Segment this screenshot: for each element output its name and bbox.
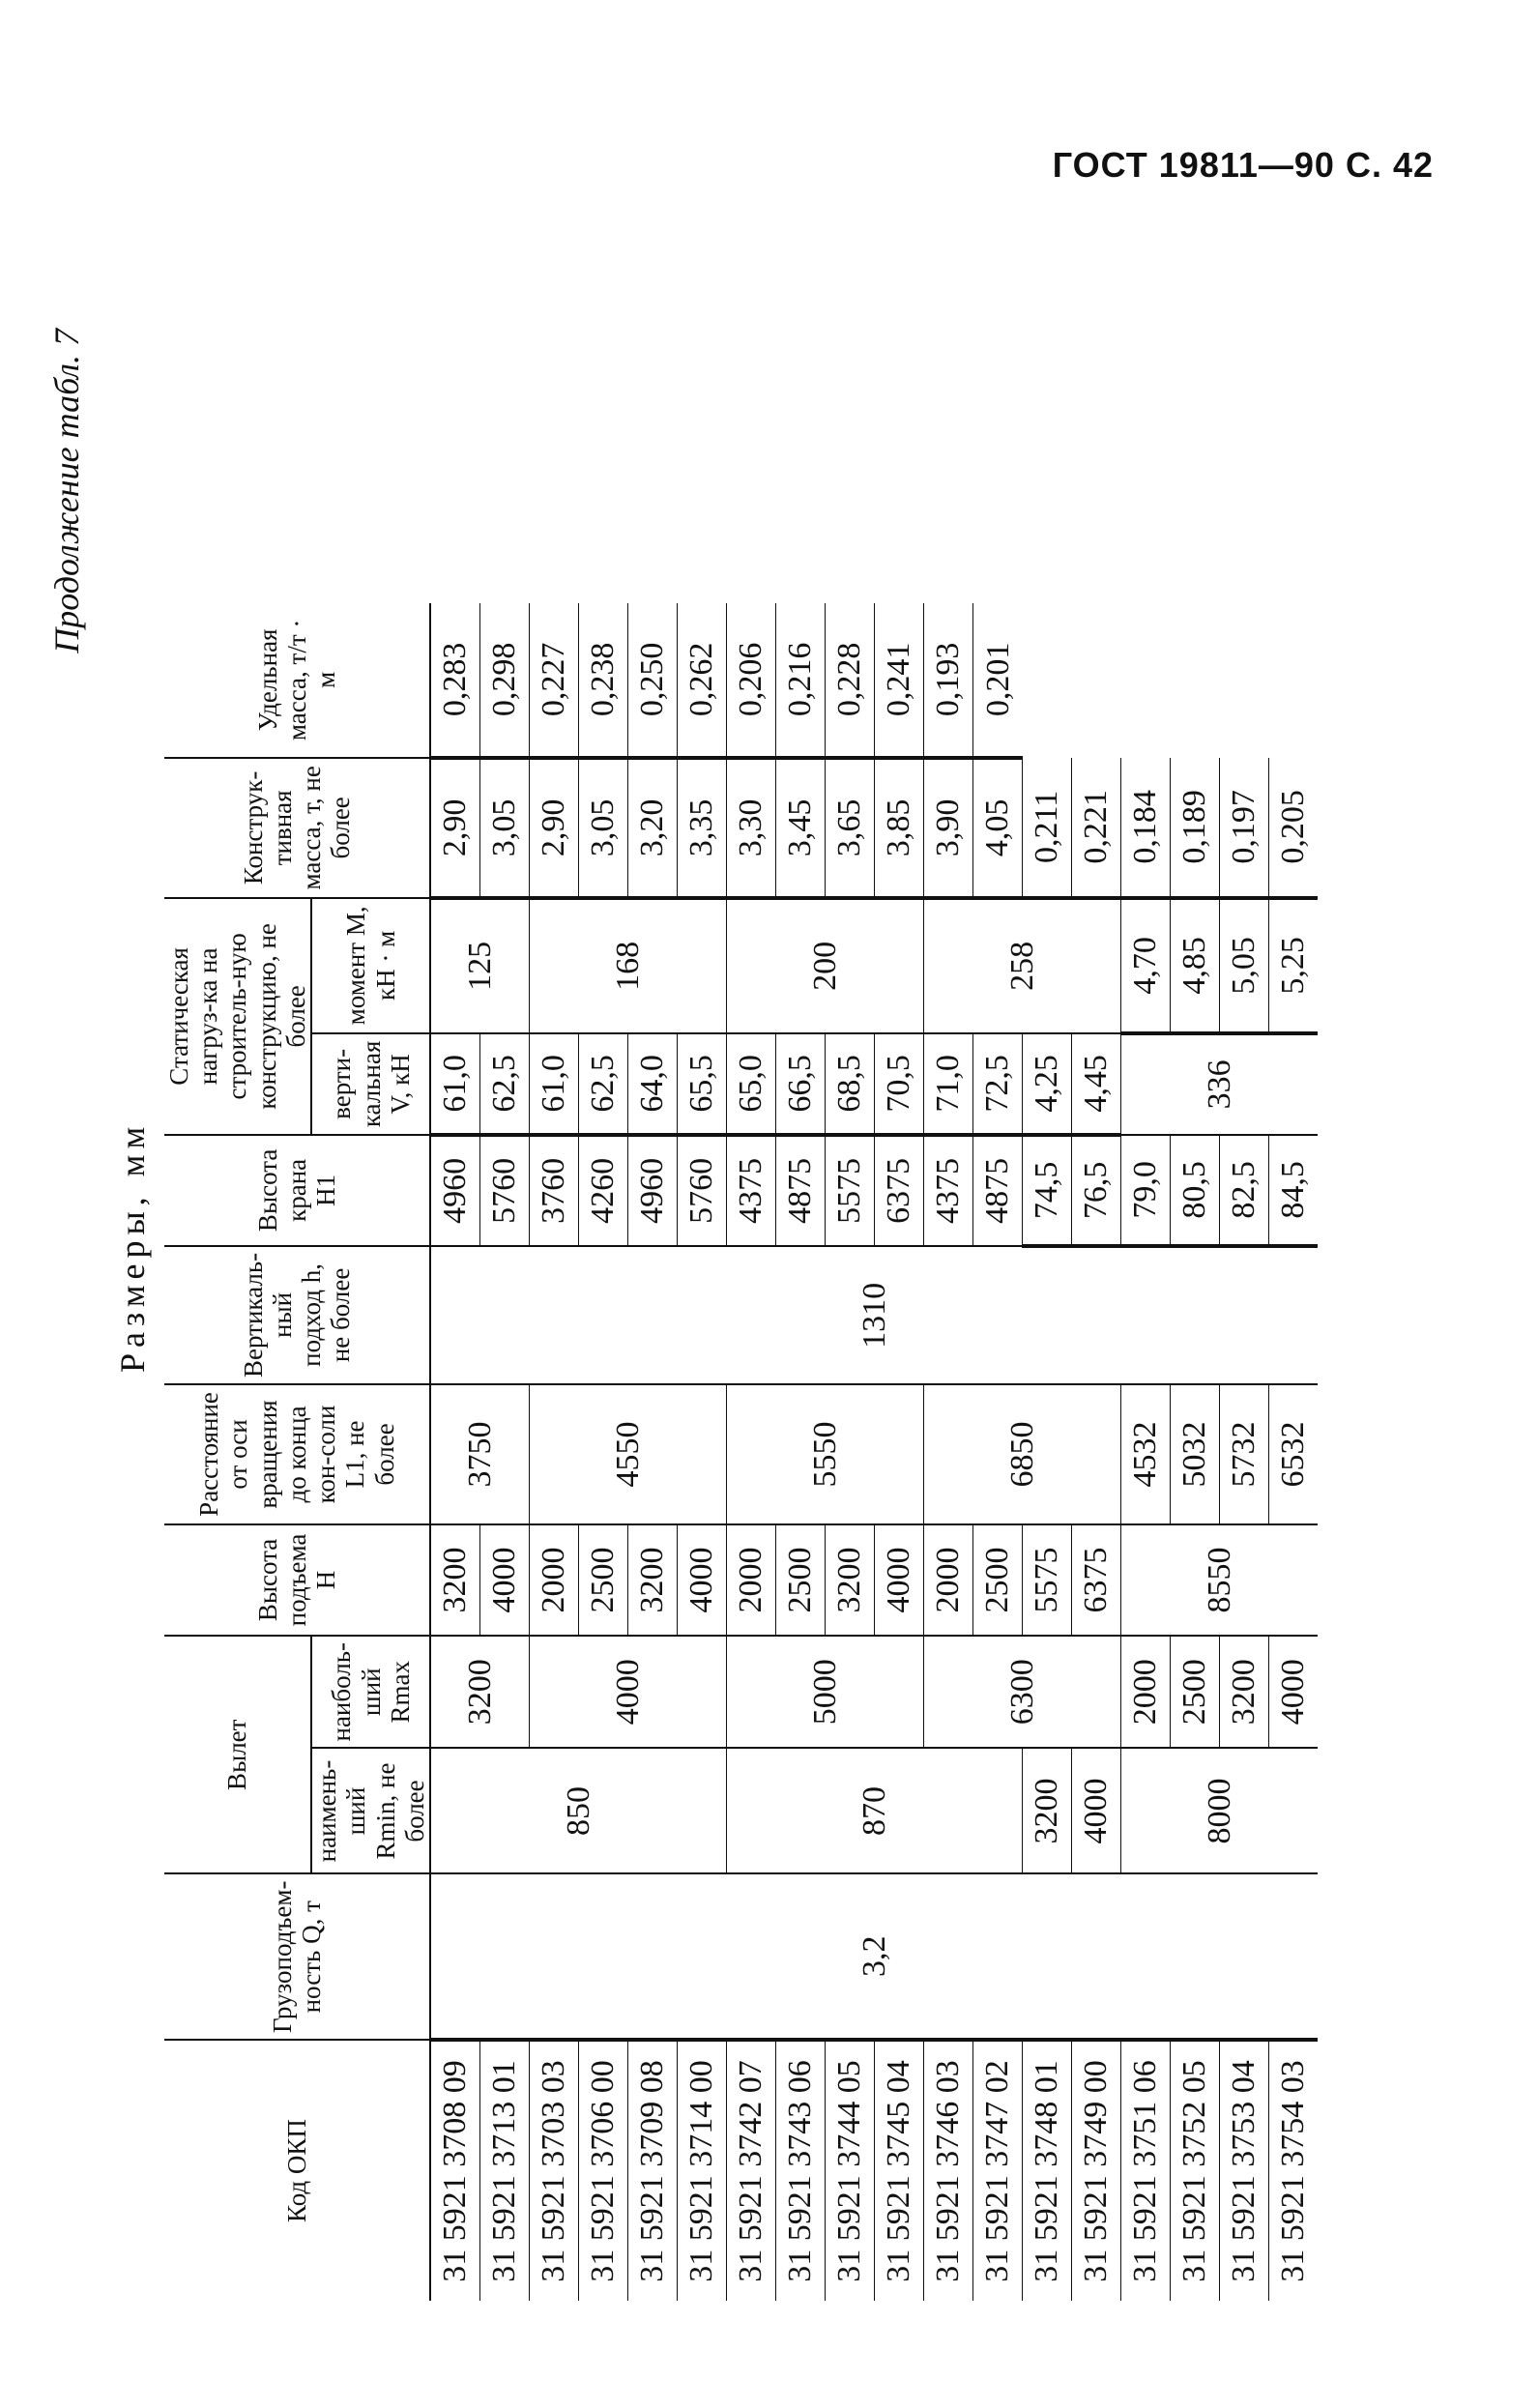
lift-height-value: 2000 (1121, 1636, 1171, 1749)
lift-height-value: 2500 (973, 1524, 1023, 1636)
unit-mass-value: 0,206 (727, 603, 776, 758)
sizes-caption: Размеры, мм (113, 1120, 152, 1373)
mass-value: 3,30 (727, 758, 776, 898)
okp-code: 31 5921 3743 06 (776, 2040, 826, 2301)
vertical-load-value: 64,0 (628, 1033, 678, 1135)
okp-code: 31 5921 3753 04 (1220, 2040, 1269, 2301)
rmax-value: 8000 (1121, 1749, 1319, 1874)
okp-code: 31 5921 3745 04 (875, 2040, 924, 2301)
header-rmax: наиболь-ший Rmax (311, 1636, 430, 1749)
table-row (924, 603, 973, 2301)
unit-mass-value: 0,228 (826, 603, 875, 758)
table-body (430, 603, 1318, 2301)
crane-parameters-table (164, 603, 1318, 2301)
vertical-load-value: 61,0 (530, 1033, 579, 1135)
okp-code: 31 5921 3748 01 (1023, 2040, 1072, 2301)
vertical-load-value: 79,0 (1121, 1135, 1171, 1246)
okp-code: 31 5921 3749 00 (1072, 2040, 1121, 2301)
rmax-value: 6300 (924, 1636, 1121, 1749)
mass-value: 4,45 (1072, 1033, 1121, 1135)
crane-height-value: 5760 (678, 1135, 727, 1246)
unit-mass-value: 0,216 (776, 603, 826, 758)
mass-value: 4,05 (973, 758, 1023, 898)
lift-height-value: 3200 (430, 1524, 480, 1636)
vertical-load-value: 74,5 (1023, 1135, 1072, 1246)
crane-height-value: 5760 (480, 1135, 530, 1246)
rmin-value: 870 (727, 1749, 1023, 1874)
crane-height-value: 4375 (727, 1135, 776, 1246)
page-header: ГОСТ 19811—90 С. 42 (1052, 145, 1434, 185)
vertical-load-value: 84,5 (1269, 1135, 1319, 1246)
header-vertical-load: верти-кальная V, кН (311, 1033, 430, 1135)
okp-code: 31 5921 3751 06 (1121, 2040, 1171, 2301)
vertical-load-value: 65,0 (727, 1033, 776, 1135)
unit-mass-value: 0,241 (875, 603, 924, 758)
lift-height-value: 3200 (628, 1524, 678, 1636)
table-row (430, 603, 480, 2301)
header-code: Код ОКП (164, 2040, 430, 2301)
mass-value: 3,35 (678, 758, 727, 898)
vertical-load-value: 61,0 (430, 1033, 480, 1135)
crane-height-value: 4532 (1121, 1384, 1171, 1524)
mass-value: 4,25 (1023, 1033, 1072, 1135)
lift-height-value: 2000 (924, 1524, 973, 1636)
crane-height-value: 4875 (776, 1135, 826, 1246)
unit-mass-value: 0,238 (579, 603, 628, 758)
header-crane-height: Высота крана H1 (164, 1135, 430, 1246)
unit-mass-value: 0,250 (628, 603, 678, 758)
crane-height-value: 4875 (973, 1135, 1023, 1246)
table-row (1269, 603, 1319, 2301)
vertical-load-value: 80,5 (1171, 1135, 1220, 1246)
okp-code: 31 5921 3709 08 (628, 2040, 678, 2301)
mass-value: 2,90 (530, 758, 579, 898)
capacity-value: 3,2 (430, 1874, 1318, 2041)
unit-mass-value: 0,262 (678, 603, 727, 758)
crane-height-value: 4375 (924, 1135, 973, 1246)
rmin-value: 850 (430, 1749, 727, 1874)
lift-height-value: 2500 (1171, 1636, 1220, 1749)
unit-mass-value: 0,197 (1220, 758, 1269, 898)
moment-value: 200 (727, 898, 924, 1033)
okp-code: 31 5921 3754 03 (1269, 2040, 1319, 2301)
mass-value: 3,90 (924, 758, 973, 898)
lift-height-value: 2500 (579, 1524, 628, 1636)
header-mass: Конструк-тивная масса, т, не более (164, 758, 430, 898)
rmax-value: 4000 (530, 1636, 727, 1749)
unit-mass-value: 0,184 (1121, 758, 1171, 898)
mass-value: 3,05 (480, 758, 530, 898)
mass-value: 3,45 (776, 758, 826, 898)
crane-height-value: 5575 (826, 1135, 875, 1246)
table-row (530, 603, 579, 2301)
vertical-load-value: 82,5 (1220, 1135, 1269, 1246)
table-row (1121, 603, 1171, 2301)
header-rmin: наимень-ший Rmin, не более (311, 1749, 430, 1874)
crane-height-value: 4260 (579, 1135, 628, 1246)
lift-height-value: 2500 (776, 1524, 826, 1636)
crane-height-value: 3760 (530, 1135, 579, 1246)
lift-height-value: 4000 (678, 1524, 727, 1636)
l1-value: 8550 (1121, 1524, 1319, 1636)
okp-code: 31 5921 3713 01 (480, 2040, 530, 2301)
header-moment: момент M, кН · м (311, 898, 430, 1033)
header-static-load-group: Статическая нагруз-ка на строитель-ную конструкцию, не более (164, 898, 311, 1135)
unit-mass-value: 0,201 (973, 603, 1023, 758)
lift-height-value: 2000 (727, 1524, 776, 1636)
mass-value: 3,20 (628, 758, 678, 898)
moment-value: 336 (1121, 1033, 1319, 1135)
unit-mass-value: 0,205 (1269, 758, 1319, 898)
okp-code: 31 5921 3744 05 (826, 2040, 875, 2301)
moment-value: 258 (924, 898, 1121, 1033)
crane-height-value: 6375 (875, 1135, 924, 1246)
okp-code: 31 5921 3752 05 (1171, 2040, 1220, 2301)
moment-value: 168 (530, 898, 727, 1033)
vertical-load-value: 62,5 (480, 1033, 530, 1135)
unit-mass-value: 0,193 (924, 603, 973, 758)
table-row (727, 603, 776, 2301)
lift-height-value: 4000 (1269, 1636, 1319, 1749)
crane-height-value: 6532 (1269, 1384, 1319, 1524)
crane-height-value: 5032 (1171, 1384, 1220, 1524)
header-vertical-approach: Вертикаль-ный подход h, не более (164, 1246, 430, 1384)
unit-mass-value: 0,227 (530, 603, 579, 758)
crane-height-value: 4960 (430, 1135, 480, 1246)
unit-mass-value: 0,189 (1171, 758, 1220, 898)
l1-value: 4550 (530, 1384, 727, 1524)
vertical-load-value: 70,5 (875, 1033, 924, 1135)
vertical-load-value: 68,5 (826, 1033, 875, 1135)
unit-mass-value: 0,211 (1023, 758, 1072, 898)
lift-height-value: 3200 (1220, 1636, 1269, 1749)
lift-height-value: 4000 (1072, 1749, 1121, 1874)
header-l1: Расстояние от оси вращения до конца кон-соли L1, не более (164, 1384, 430, 1524)
rmax-value: 5000 (727, 1636, 924, 1749)
mass-value: 3,65 (826, 758, 875, 898)
okp-code: 31 5921 3746 03 (924, 2040, 973, 2301)
okp-code: 31 5921 3742 07 (727, 2040, 776, 2301)
header-lift-height: Высота подъема H (164, 1524, 430, 1636)
header-unit-mass: Удельная масса, т/т · м (164, 603, 430, 758)
okp-code: 31 5921 3706 00 (579, 2040, 628, 2301)
lift-height-value: 4000 (480, 1524, 530, 1636)
lift-height-value: 2000 (530, 1524, 579, 1636)
okp-code: 31 5921 3703 03 (530, 2040, 579, 2301)
moment-value: 125 (430, 898, 530, 1033)
l1-value: 6850 (924, 1384, 1121, 1524)
okp-code: 31 5921 3714 00 (678, 2040, 727, 2301)
header-capacity: Грузоподъем-ность Q, т (164, 1874, 430, 2041)
l1-value: 3750 (430, 1384, 530, 1524)
header-reach-group: Вылет (164, 1636, 311, 1874)
crane-height-value: 5575 (1023, 1524, 1072, 1636)
vertical-load-value: 76,5 (1072, 1135, 1121, 1246)
table-continuation-label: Продолжение табл. 7 (47, 329, 86, 653)
mass-value: 4,85 (1171, 898, 1220, 1033)
rotated-table-page (19, 290, 1392, 2359)
lift-height-value: 3200 (826, 1524, 875, 1636)
mass-value: 4,70 (1121, 898, 1171, 1033)
unit-mass-value: 0,221 (1072, 758, 1121, 898)
table-row (1171, 603, 1220, 2301)
unit-mass-value: 0,298 (480, 603, 530, 758)
vertical-load-value: 62,5 (579, 1033, 628, 1135)
lift-height-value: 4000 (875, 1524, 924, 1636)
vertical-load-value: 71,0 (924, 1033, 973, 1135)
crane-height-value: 4960 (628, 1135, 678, 1246)
mass-value: 3,85 (875, 758, 924, 898)
vertical-approach-value: 1310 (430, 1246, 1318, 1384)
crane-height-value: 5732 (1220, 1384, 1269, 1524)
mass-value: 5,05 (1220, 898, 1269, 1033)
vertical-load-value: 65,5 (678, 1033, 727, 1135)
crane-height-value: 6375 (1072, 1524, 1121, 1636)
vertical-load-value: 72,5 (973, 1033, 1023, 1135)
unit-mass-value: 0,283 (430, 603, 480, 758)
mass-value: 5,25 (1269, 898, 1319, 1033)
table-row (1220, 603, 1269, 2301)
okp-code: 31 5921 3708 09 (437, 2060, 474, 2282)
vertical-load-value: 66,5 (776, 1033, 826, 1135)
mass-value: 3,05 (579, 758, 628, 898)
mass-value: 2,90 (430, 758, 480, 898)
lift-height-value: 3200 (1023, 1749, 1072, 1874)
l1-value: 5550 (727, 1384, 924, 1524)
rmax-value: 3200 (430, 1636, 530, 1749)
okp-code: 31 5921 3747 02 (973, 2040, 1023, 2301)
